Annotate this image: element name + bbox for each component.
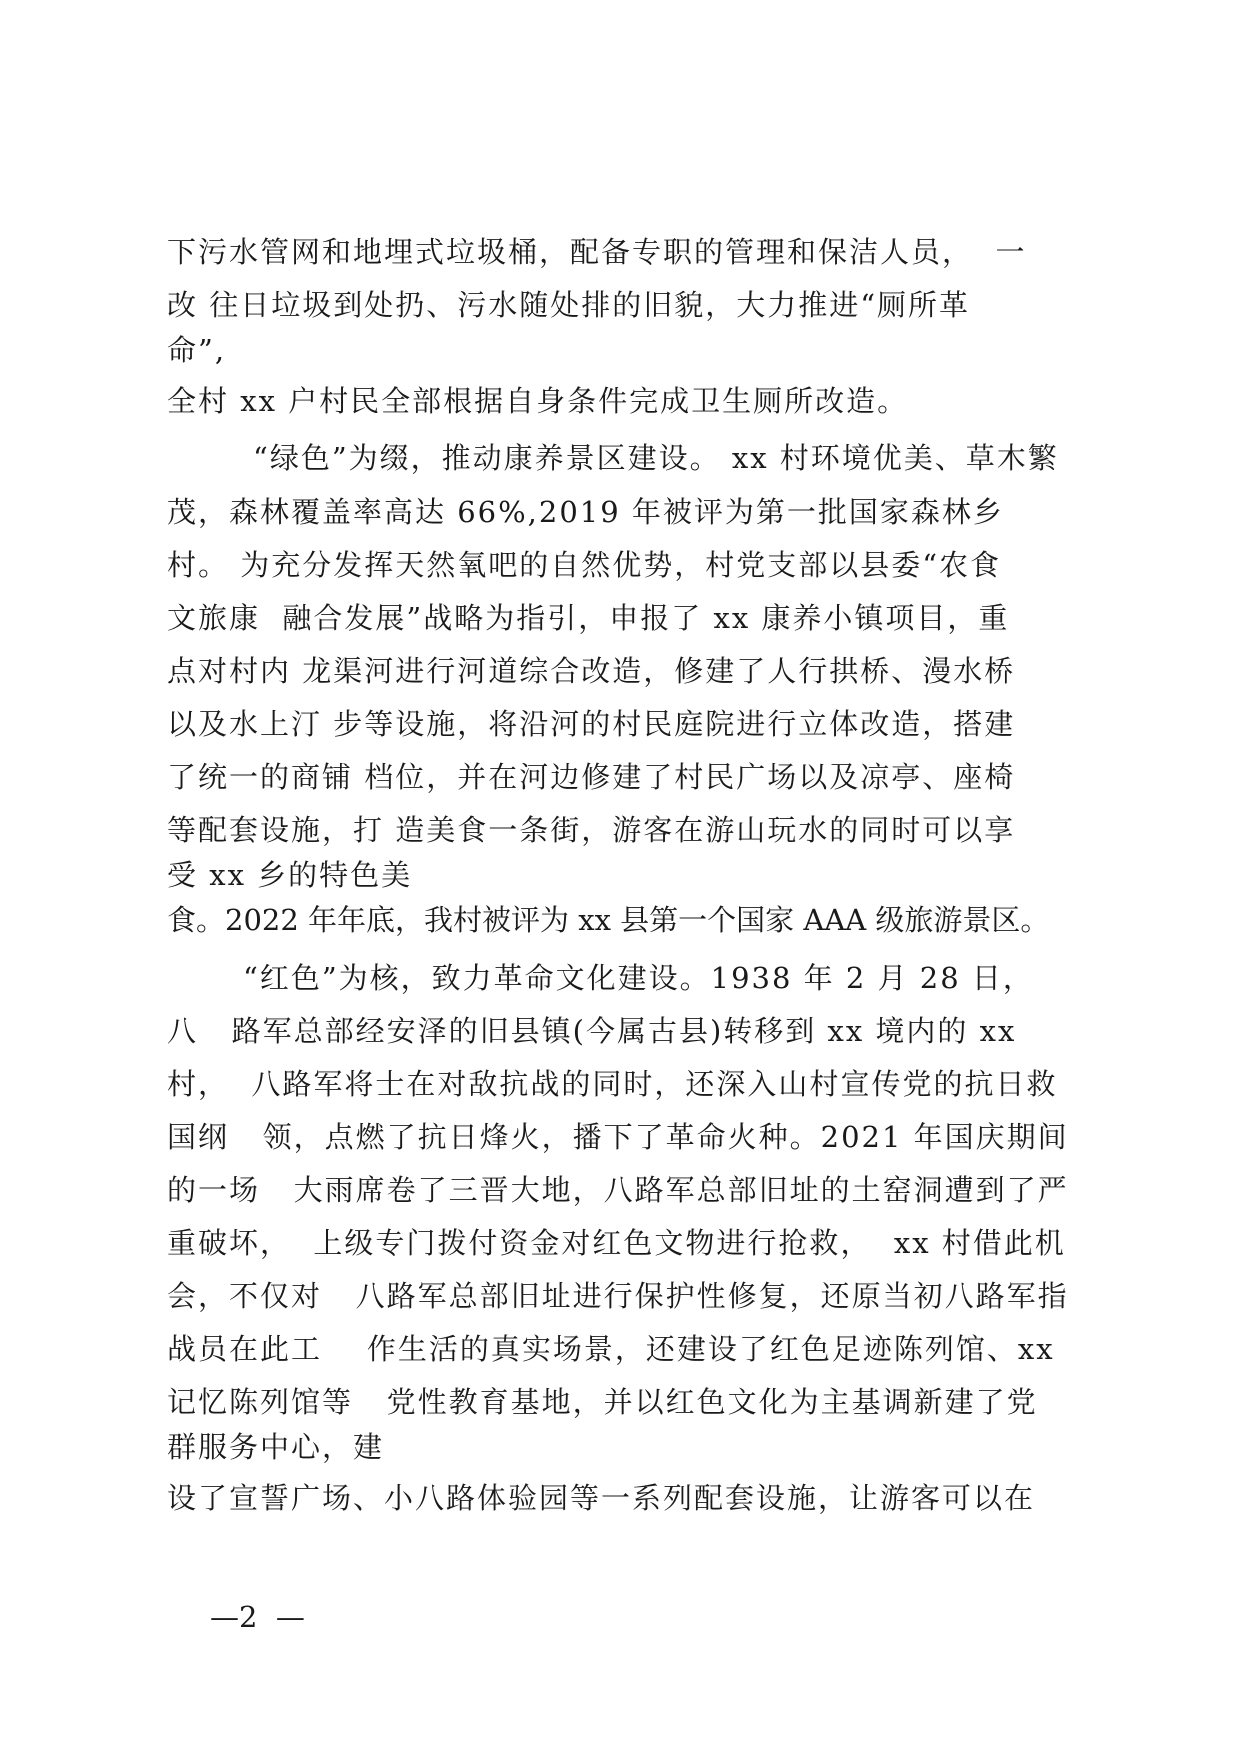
- text-line: 村， 八路军将士在对敌抗战的同时，还深入山村宣传党的抗日救: [167, 1067, 1058, 1101]
- text-line: 了统一的商铺 档位，并在河边修建了村民广场以及凉亭、座椅: [167, 760, 1016, 794]
- text-line: 八 路军总部经安泽的旧县镇(今属古县)转移到 xx 境内的 xx: [167, 1014, 1017, 1048]
- text-line: 食。2022 年年底，我村被评为 xx 县第一个国家 AAA 级旅游景区。: [167, 903, 1050, 937]
- text-line: 文旅康 融合发展”战略为指引，申报了 xx 康养小镇项目，重: [167, 601, 1010, 635]
- text-line: 村。 为充分发挥天然氧吧的自然优势，村党支部以县委“农食: [167, 548, 1002, 582]
- page-number: —2 —: [210, 1600, 305, 1634]
- text-line: 全村 xx 户村民全部根据自身条件完成卫生厕所改造。: [167, 384, 909, 418]
- text-line: 会，不仅对 八路军总部旧址进行保护性修复，还原当初八路军指: [167, 1279, 1069, 1313]
- text-line: 记忆陈列馆等 党性教育基地，并以红色文化为主基调新建了党: [167, 1385, 1038, 1419]
- text-line: 受 xx 乡的特色美: [167, 858, 413, 892]
- text-line: 设了宣誓广场、小八路体验园等一系列配套设施，让游客可以在: [167, 1481, 1036, 1515]
- paragraph-start-line: “红色”为核，致力革命文化建设。1938 年 2 月 28 日，: [243, 961, 1034, 995]
- text-line: 战员在此工 作生活的真实场景，还建设了红色足迹陈列馆、xx: [167, 1332, 1055, 1366]
- text-line: 点对村内 龙渠河进行河道综合改造，修建了人行拱桥、漫水桥: [167, 654, 1016, 688]
- text-line: 下污水管网和地埋式垃圾桶，配备专职的管理和保洁人员， 一: [167, 235, 1027, 269]
- text-line: 重破坏， 上级专门拨付资金对红色文物进行抢救， xx 村借此机: [167, 1226, 1066, 1260]
- text-line: 群服务中心，建: [167, 1430, 385, 1464]
- text-line: 改 往日垃圾到处扔、污水随处排的旧貌，大力推进“厕所革: [167, 288, 971, 322]
- text-line: 命”,: [167, 333, 227, 367]
- paragraph-start-line: “绿色”为缀，推动康养景区建设。 xx 村环境优美、草木繁: [253, 441, 1059, 475]
- text-line: 以及水上汀 步等设施，将沿河的村民庭院进行立体改造，搭建: [167, 707, 1016, 741]
- text-line: 的一场 大雨席卷了三晋大地，八路军总部旧址的土窑洞遭到了严: [167, 1173, 1069, 1207]
- text-line: 国纲 领，点燃了抗日烽火，播下了革命火种。2021 年国庆期间: [167, 1120, 1069, 1154]
- text-line: 等配套设施，打 造美食一条街，游客在游山玩水的同时可以享: [167, 813, 1016, 847]
- text-line: 茂，森林覆盖率高达 66%,2019 年被评为第一批国家森林乡: [167, 495, 1004, 529]
